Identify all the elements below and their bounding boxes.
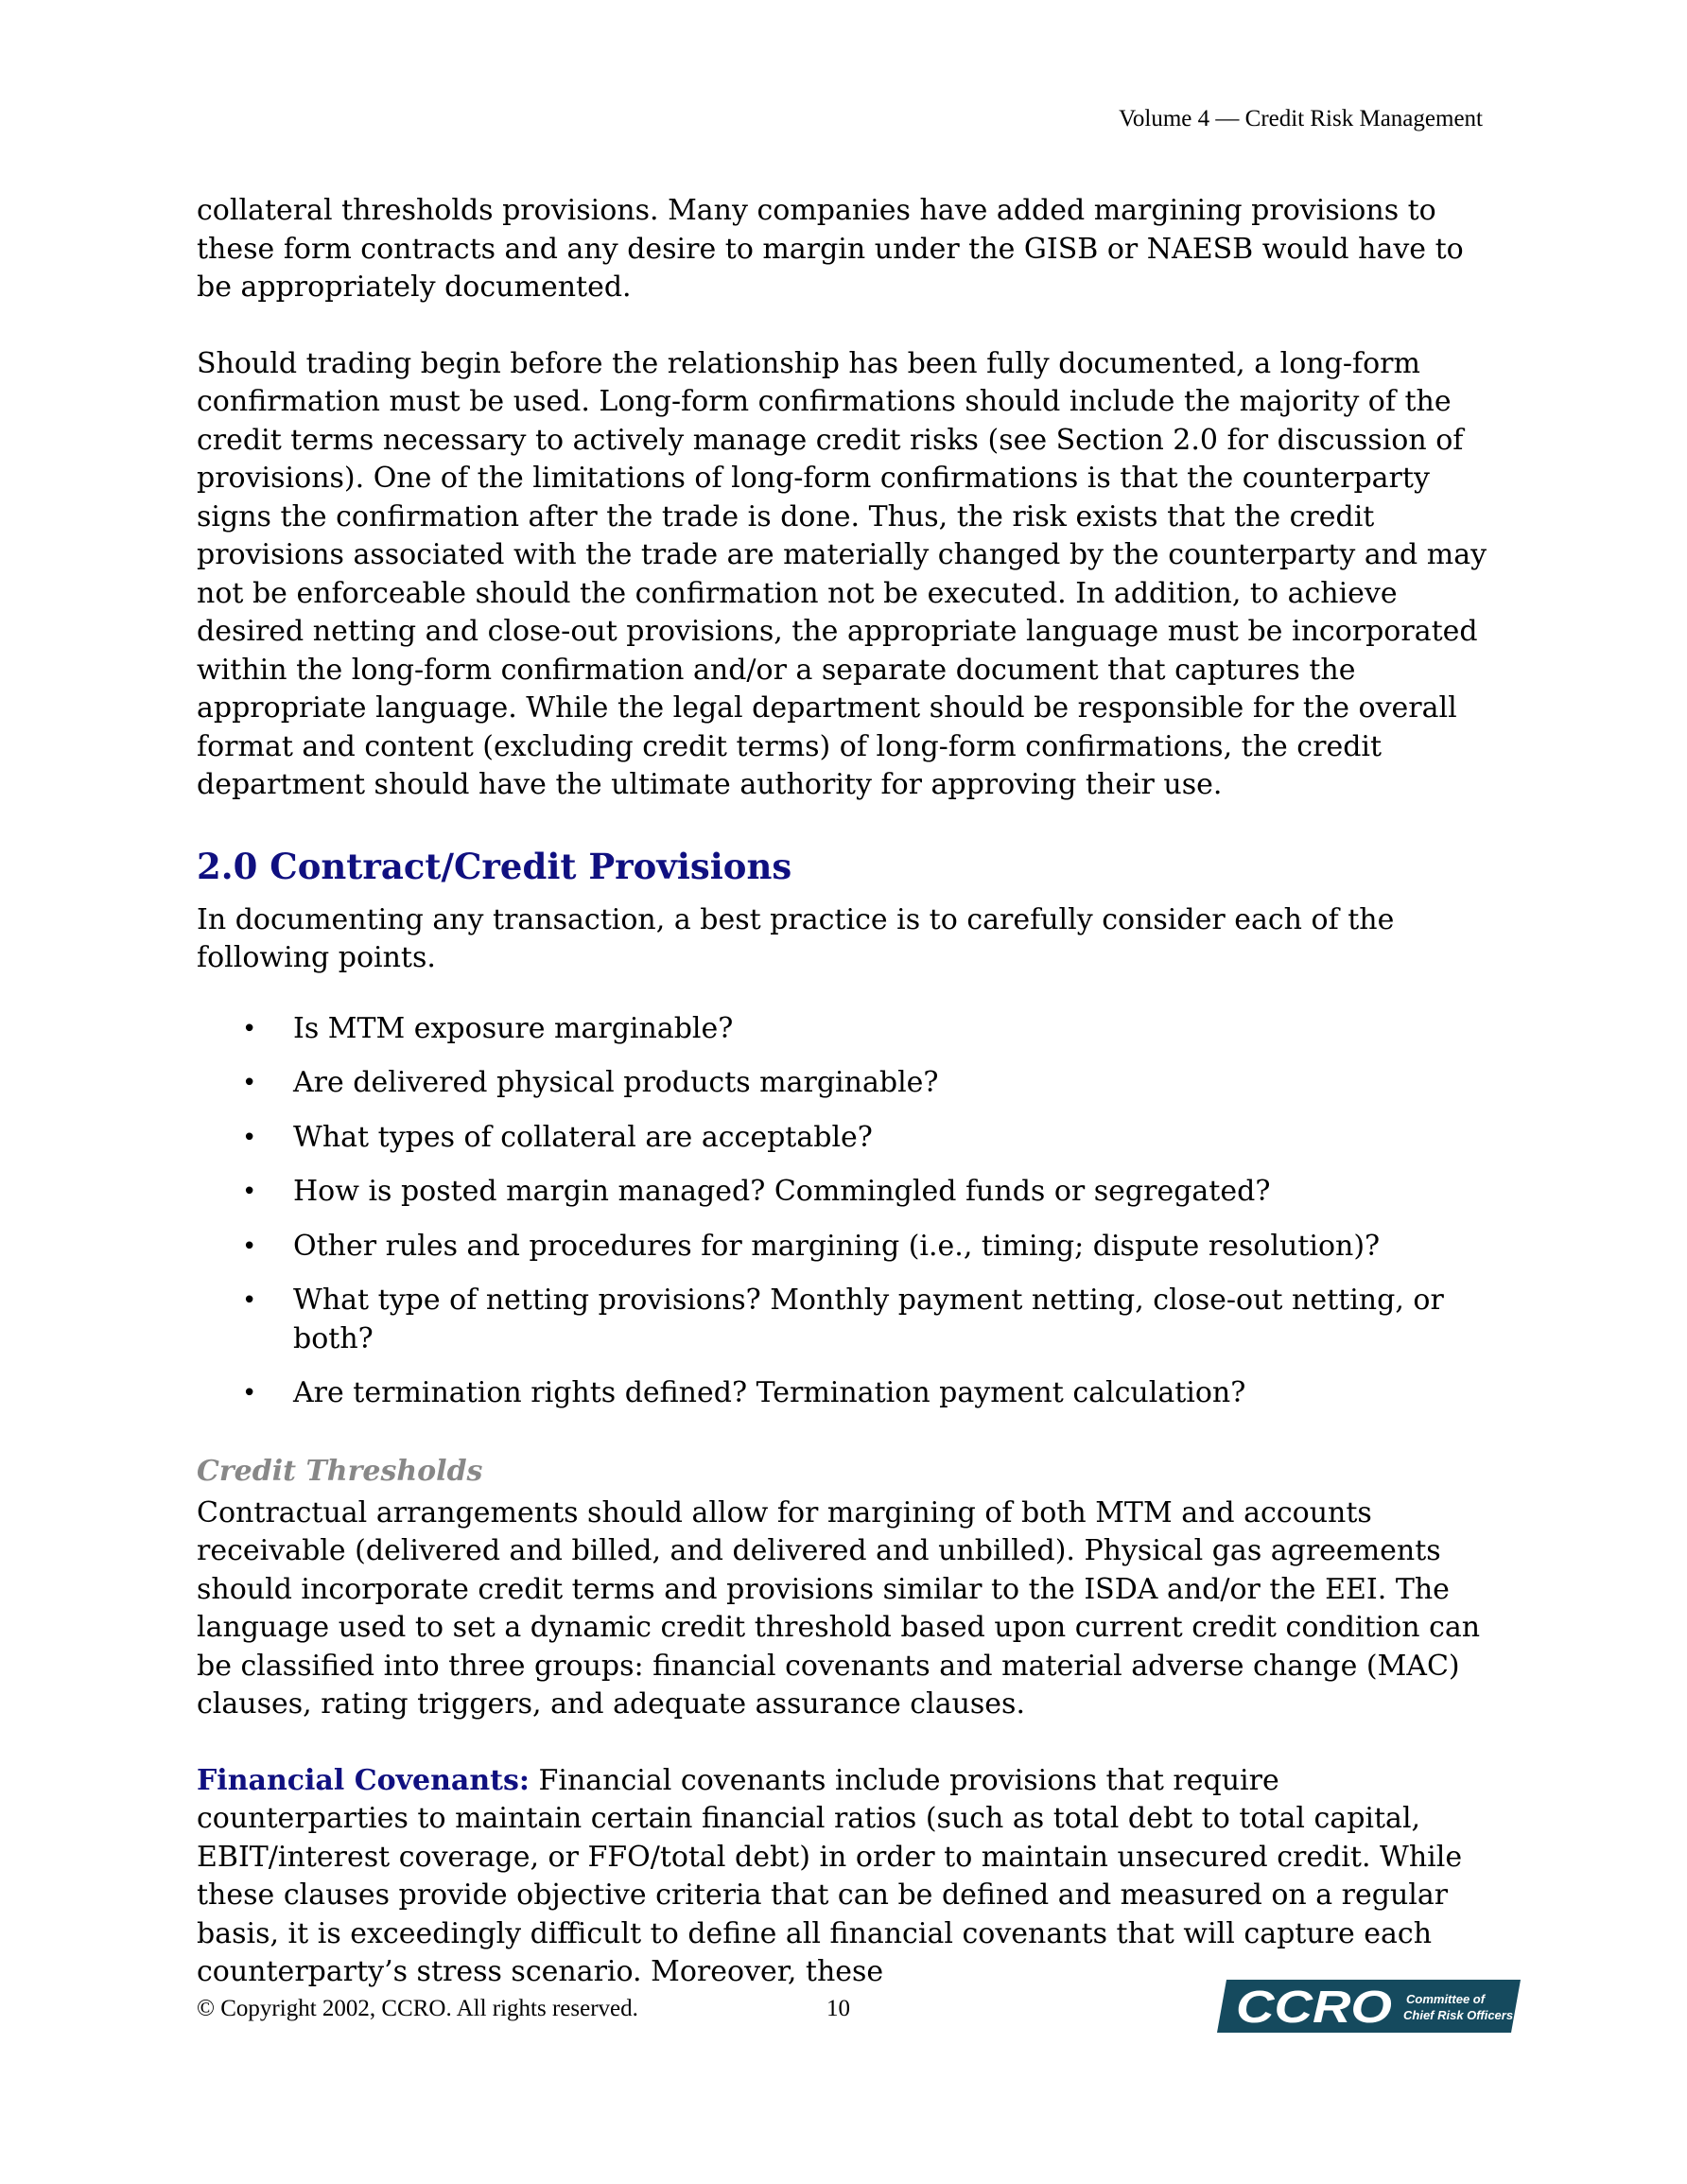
financial-covenants-label: Financial Covenants: [197, 1763, 530, 1797]
list-item [197, 1064, 1492, 1103]
copyright-notice: © Copyright 2002, CCRO. All rights reserved. [197, 1996, 638, 2021]
ccro-logo [1217, 1980, 1521, 2033]
list-item-text: What types of collateral are acceptable? [293, 1120, 873, 1154]
bullet-icon: • [242, 1123, 257, 1152]
financial-covenants-text: Financial covenants include provisions that require counterparties to maintain certain financial ratios (such as total debt to total capital, EBIT/interest coverage, or FFO/total debt) in order to maintain unsecured credit. While these clauses provide objective criteria that can be defined and measured on a regular basis, it is exceedingly difficult to define all financial covenants that will capture each counterparty’s stress scenario. Moreover, these [197, 1763, 1463, 1988]
list-item-text: What type of netting provisions? Monthly payment netting, close-out netting, or both? [293, 1284, 1444, 1355]
bullet-icon: • [242, 1014, 257, 1043]
provisions-list [197, 1010, 1492, 1413]
section-heading: 2.0 Contract/Credit Provisions [197, 845, 792, 887]
list-item-text: Are delivered physical products marginable? [293, 1066, 939, 1099]
bullet-icon: • [242, 1069, 257, 1097]
logo-line-1: Committee of [1406, 1992, 1486, 2006]
section-intro: In documenting any transaction, a best practice is to carefully consider each of the following points. [197, 902, 1395, 974]
bullet-icon: • [242, 1232, 257, 1261]
paragraph-financial-covenants [197, 1762, 1492, 1992]
paragraph-long-form-confirmation: Should trading begin before the relationship has been fully documented, a long-form confirmation must be used. Long-form confirmations should include the majority of the credit terms necessary to actively manage credit risks (see Section 2.0 for discussion of provisions). One of the limitations of long-form confirmations is that the counterparty signs the confirmation after the trade is done. Thus, the risk exists that the credit provisions associated with the trade are materially changed by the counterparty and may not be enforceable should the confirmation not be executed. In addition, to achieve desired netting and close-out provisions, the appropriate language must be incorporated within the long-form confirmation and/or a separate document that captures the appropriate language. While the legal department should be responsible for the overall format and content (excluding credit terms) of long-form confirmations, the credit department should have the ultimate authority for approving their use. [197, 346, 1487, 801]
bullet-icon: • [242, 1178, 257, 1206]
document-body [197, 192, 1492, 1992]
list-item [197, 1282, 1492, 1358]
list-item [197, 1010, 1492, 1049]
page-number: 10 [826, 1996, 850, 2021]
list-item [197, 1374, 1492, 1413]
logo-mark: CCRO [1236, 1983, 1392, 2033]
list-item-text: Is MTM exposure marginable? [293, 1011, 734, 1045]
list-item [197, 1119, 1492, 1158]
list-item [197, 1228, 1492, 1267]
list-item-text: How is posted margin managed? Commingled funds or segregated? [293, 1175, 1271, 1208]
paragraph-contractual-arrangements: Contractual arrangements should allow for margining of both MTM and accounts receivable (delivered and billed, and delivered and unbilled). Physical gas agreements should incorporate credit terms and provisions similar to the ISDA and/or the EEI. The language used to set a dynamic credit threshold based upon current credit condition can be classified into three groups: financial covenants and material adverse change (MAC) clauses, rating triggers, and adequate assurance clauses. [197, 1495, 1481, 1721]
bullet-icon: • [242, 1379, 257, 1407]
bullet-icon: • [242, 1286, 257, 1315]
list-item [197, 1173, 1492, 1212]
logo-line-2: Chief Risk Officers [1403, 2008, 1514, 2022]
running-header: Volume 4 — Credit Risk Management [1119, 106, 1483, 131]
subheading-credit-thresholds: Credit Thresholds [197, 1454, 483, 1488]
list-item-text: Other rules and procedures for margining (i.e., timing; dispute resolution)? [293, 1229, 1381, 1263]
paragraph-collateral-thresholds: collateral thresholds provisions. Many companies have added margining provisions to these form contracts and any desire to margin under the GISB or NAESB would have to be appropriately documented. [197, 194, 1464, 304]
list-item-text: Are termination rights defined? Termination payment calculation? [293, 1376, 1246, 1409]
